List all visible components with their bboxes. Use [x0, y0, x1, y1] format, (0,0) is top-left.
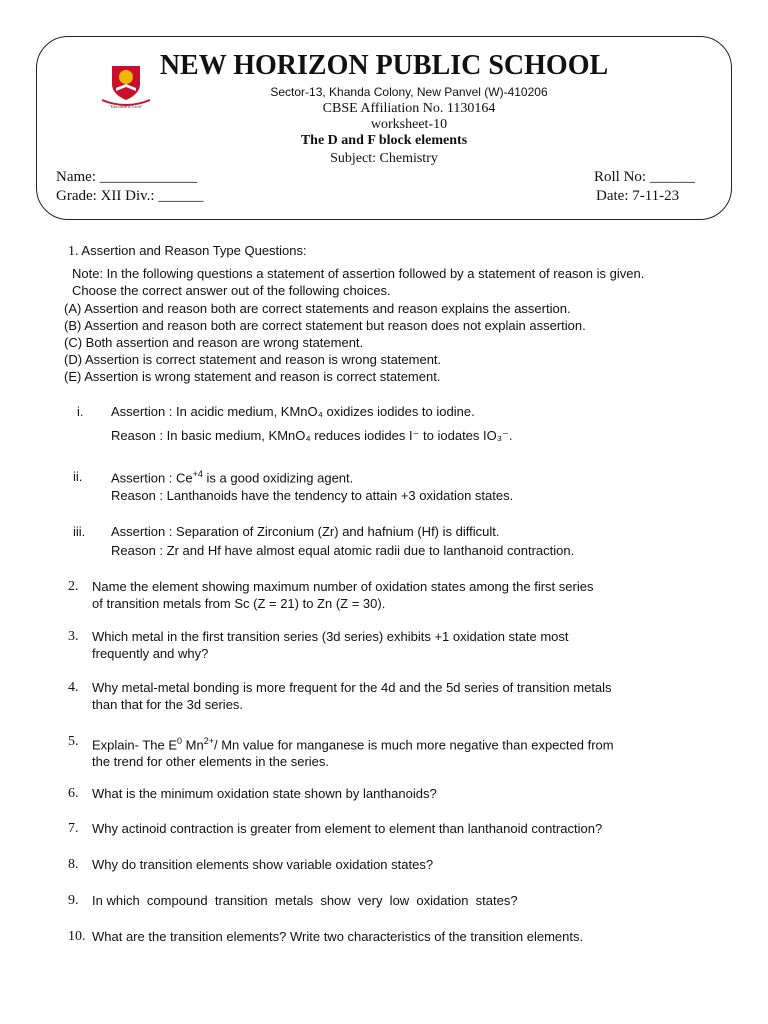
section-title: Assertion and Reason Type Questions:: [81, 243, 307, 258]
question-item: [68, 578, 708, 612]
name-field: Name: _____________: [56, 169, 198, 185]
question-line: Why do transition elements show variable oxidation states?: [92, 857, 434, 872]
question-item: [68, 679, 708, 713]
assertion-prefix: Assertion : Ce: [111, 470, 193, 486]
question-number: 9.: [68, 893, 79, 908]
question-line: In which compound transition metals show very low oxidation states?: [92, 893, 518, 908]
question-line: What is the minimum oxidation state shown by lanthanoids?: [92, 786, 437, 801]
reason-text: Reason : In basic medium, KMnO₄ reduces iodides I⁻ to iodates IO₃⁻.: [111, 428, 513, 443]
question-number: 7.: [68, 821, 79, 836]
question-line: [92, 733, 708, 753]
formula-suffix: / Mn value for manganese is much more negative than expected from: [213, 737, 614, 753]
question-line: Why metal-metal bonding is more frequent for the 4d and the 5d series of transition metals: [92, 680, 612, 695]
question-line: of transition metals from Sc (Z = 21) to Zn (Z = 30).: [92, 596, 386, 611]
reason-text: Reason : Lanthanoids have the tendency to attain +3 oxidation states.: [111, 488, 514, 503]
formula-prefix: Explain- The E: [92, 737, 178, 753]
question-item: [68, 628, 708, 662]
assertion-text: Assertion : Separation of Zirconium (Zr) and hafnium (Hf) is difficult.: [111, 524, 500, 539]
standard-state-superscript: 0: [177, 736, 183, 746]
question-number: 2.: [68, 579, 79, 594]
instructions-note: [72, 265, 644, 299]
choice-d: (D) Assertion is correct statement and reason is wrong statement.: [64, 352, 442, 367]
note-line-1: Note: In the following questions a statement of assertion followed by a statement of reason is given.: [72, 266, 645, 281]
question-line: Which metal in the first transition series (3d series) exhibits +1 oxidation state most: [92, 629, 569, 644]
item-numeral: ii.: [73, 469, 83, 484]
question-number: 5.: [68, 734, 79, 749]
worksheet-topic: The D and F block elements: [300, 133, 468, 148]
grade-division-field: Grade: XII Div.: ______: [56, 188, 204, 204]
affiliation-number: CBSE Affiliation No. 1130164: [322, 101, 496, 116]
date-field: Date: 7-11-23: [596, 188, 680, 204]
question-number: 4.: [68, 680, 79, 695]
question-line: frequently and why?: [92, 646, 209, 661]
formula-ion: Mn: [182, 737, 204, 753]
question-number: 10.: [68, 929, 86, 944]
subject-line: Subject: Chemistry: [330, 151, 438, 166]
choice-b: (B) Assertion and reason both are correct statement but reason does not explain assertion.: [64, 318, 586, 333]
choice-e: (E) Assertion is wrong statement and reason is correct statement.: [64, 369, 441, 384]
question-line: than that for the 3d series.: [92, 697, 244, 712]
assertion-text: Assertion : In acidic medium, KMnO₄ oxidizes iodides to iodine.: [111, 404, 475, 419]
question-item: [68, 785, 708, 802]
question-item: [68, 856, 708, 873]
question-item: [68, 733, 708, 770]
question-line: the trend for other elements in the series.: [92, 754, 330, 770]
question-number: 8.: [68, 857, 79, 872]
question-number: 6.: [68, 786, 79, 801]
question-item: [68, 820, 708, 837]
question-item: [68, 892, 708, 909]
section-heading: [68, 242, 307, 260]
school-address: Sector-13, Khanda Colony, New Panvel (W)-410206: [270, 85, 548, 99]
question-line: Name the element showing maximum number of oxidation states among the first series: [92, 579, 594, 594]
worksheet-number: worksheet-10: [370, 117, 448, 132]
section-number: 1.: [68, 244, 79, 259]
charge-superscript: 2+: [203, 736, 214, 746]
question-number: 3.: [68, 629, 79, 644]
assertion-suffix: is a good oxidizing agent.: [202, 470, 354, 486]
note-line-2: Choose the correct answer out of the following choices.: [72, 283, 391, 298]
question-line: What are the transition elements? Write two characteristics of the transition elements.: [92, 929, 584, 944]
item-numeral: i.: [77, 404, 84, 419]
school-name: NEW HORIZON PUBLIC SCHOOL: [159, 50, 609, 81]
assertion-text: [111, 469, 353, 485]
question-line: Why actinoid contraction is greater from element to element than lanthanoid contraction?: [92, 821, 603, 836]
reason-text: Reason : Zr and Hf have almost equal atomic radii due to lanthanoid contraction.: [111, 543, 575, 558]
question-item: [68, 928, 708, 945]
choice-c: (C) Both assertion and reason are wrong statement.: [64, 335, 364, 350]
logo-motto: "Education to Excel": [109, 104, 143, 109]
choice-a: (A) Assertion and reason both are correct statements and reason explains the assertion.: [64, 301, 571, 316]
roll-number-field: Roll No: ______: [594, 169, 695, 185]
item-numeral: iii.: [73, 524, 86, 539]
charge-superscript: +4: [192, 469, 203, 479]
